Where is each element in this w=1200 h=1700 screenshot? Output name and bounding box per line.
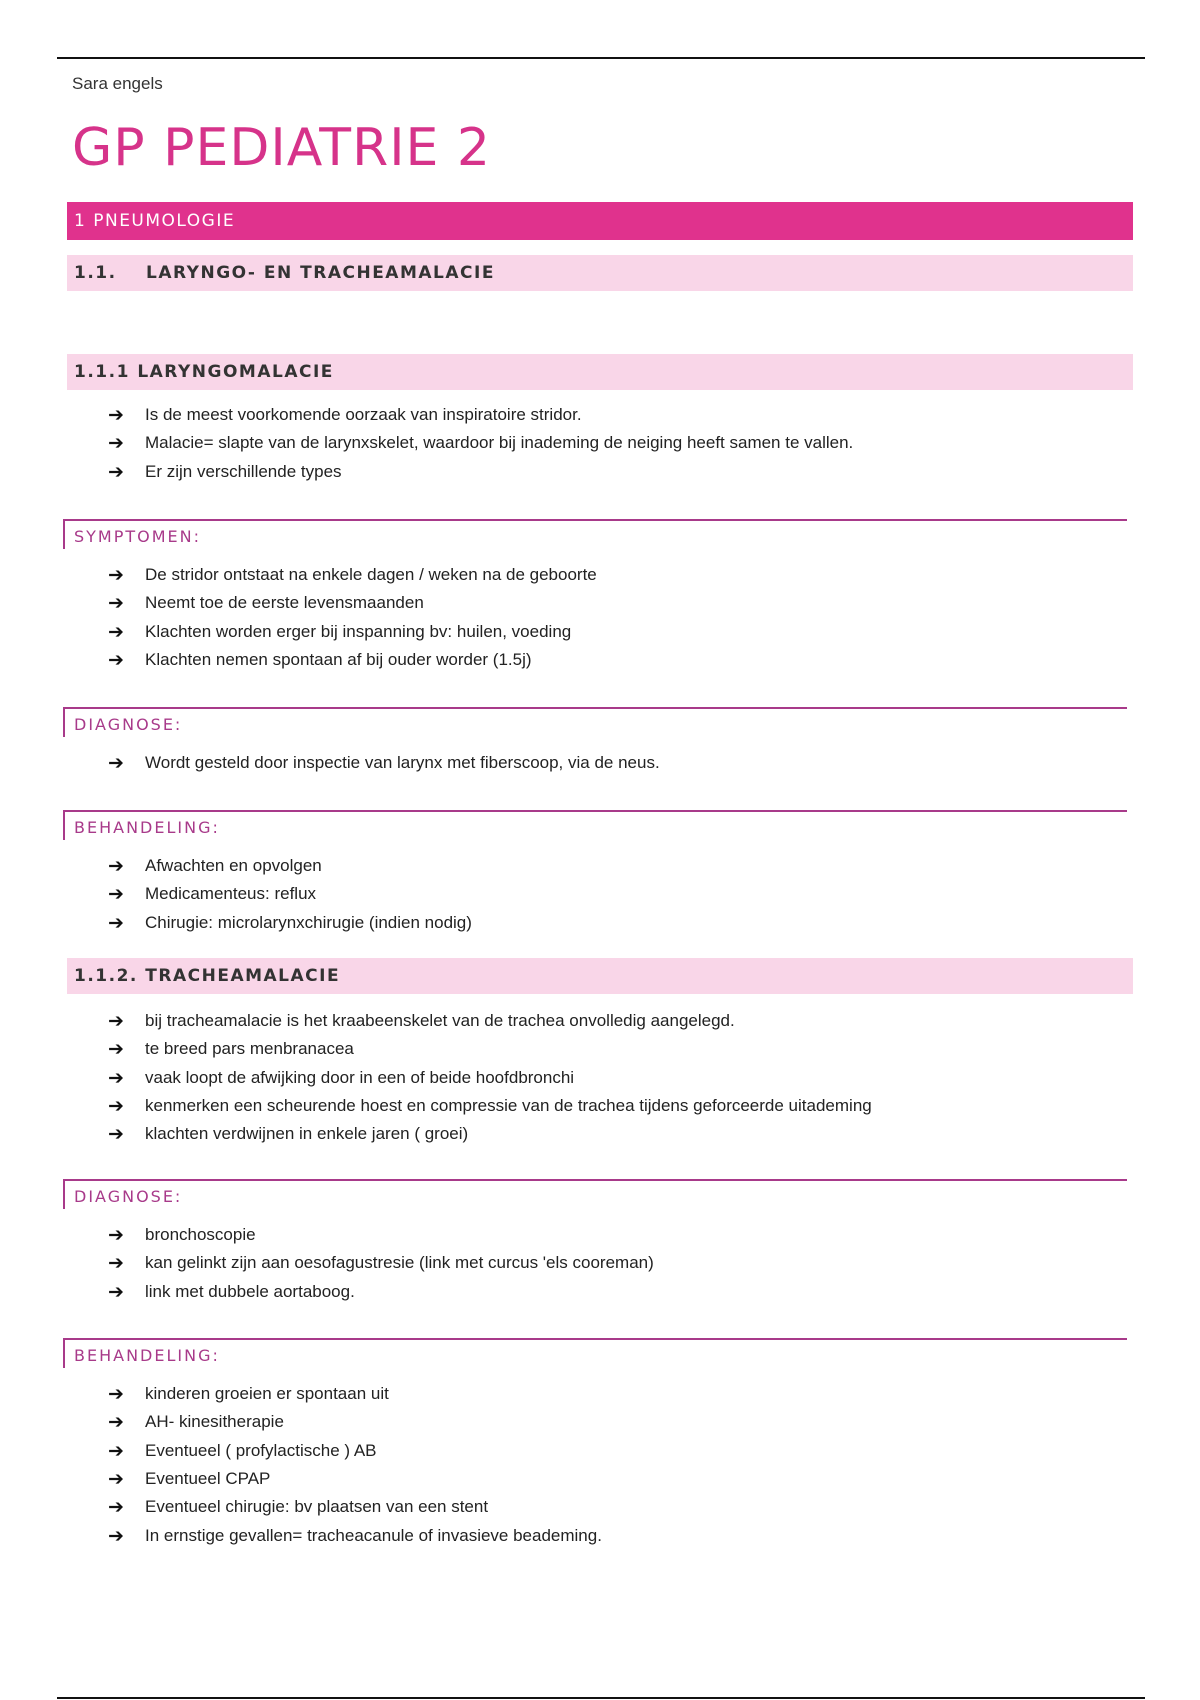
list-item: ➔ Er zijn verschillende types — [108, 460, 342, 483]
list-item: ➔ Klachten worden erger bij inspanning bv: huilen, voeding — [108, 620, 572, 643]
arrow-bullet-icon: ➔ — [108, 1010, 124, 1033]
list-item: ➔ kinderen groeien er spontaan uit — [108, 1383, 389, 1406]
arrow-bullet-icon: ➔ — [108, 1524, 124, 1547]
arrow-bullet-icon: ➔ — [108, 564, 124, 587]
list-item: ➔ Klachten nemen spontaan af bij ouder worder (1.5j) — [108, 649, 532, 672]
list-item: ➔ bij tracheamalacie is het kraabeenskelet van de trachea onvolledig aangelegd. — [108, 1010, 735, 1033]
arrow-bullet-icon: ➔ — [108, 1123, 124, 1146]
behandeling-heading-laryngo: BEHANDELING: — [63, 810, 1127, 840]
list-item: ➔ Eventueel chirugie: bv plaatsen van een stent — [108, 1496, 489, 1519]
arrow-bullet-icon: ➔ — [108, 911, 124, 934]
arrow-bullet-icon: ➔ — [108, 855, 124, 878]
list-item: ➔ Medicamenteus: reflux — [108, 883, 317, 906]
list-item: ➔ Malacie= slapte van de larynxskelet, waardoor bij inademing de neiging heeft samen te vallen. — [108, 432, 854, 455]
diagnose-list-trachea — [108, 1221, 654, 1306]
list-item: ➔ Eventueel CPAP — [108, 1468, 271, 1491]
list-item: ➔ Afwachten en opvolgen — [108, 855, 322, 878]
section-title: LARYNGO- EN TRACHEAMALACIE — [146, 263, 495, 283]
arrow-bullet-icon: ➔ — [108, 1496, 124, 1519]
arrow-bullet-icon: ➔ — [108, 1038, 124, 1061]
list-item: ➔ kan gelinkt zijn aan oesofagustresie (link met curcus 'els cooreman) — [108, 1252, 654, 1275]
symptomen-heading: SYMPTOMEN: — [63, 519, 1127, 549]
list-item: ➔ De stridor ontstaat na enkele dagen / weken na de geboorte — [108, 564, 597, 587]
list-item: ➔ vaak loopt de afwijking door in een of beide hoofdbronchi — [108, 1066, 575, 1089]
list-item: ➔ Is de meest voorkomende oorzaak van inspiratoire stridor. — [108, 404, 582, 427]
section-heading — [67, 255, 1133, 291]
list-item: ➔ Wordt gesteld door inspectie van larynx met fiberscoop, via de neus. — [108, 752, 660, 775]
document-title: GP PEDIATRIE 2 — [72, 118, 492, 178]
list-item: ➔ Chirugie: microlarynxchirugie (indien nodig) — [108, 911, 472, 934]
arrow-bullet-icon: ➔ — [108, 1066, 124, 1089]
arrow-bullet-icon: ➔ — [108, 1411, 124, 1434]
page-top-rule — [57, 57, 1145, 59]
list-item: ➔ bronchoscopie — [108, 1224, 256, 1247]
arrow-bullet-icon: ➔ — [108, 620, 124, 643]
arrow-bullet-icon: ➔ — [108, 592, 124, 615]
arrow-bullet-icon: ➔ — [108, 1252, 124, 1275]
arrow-bullet-icon: ➔ — [108, 1224, 124, 1247]
diagnose-heading-trachea: DIAGNOSE: — [63, 1179, 1127, 1209]
arrow-bullet-icon: ➔ — [108, 1383, 124, 1406]
tracheamalacie-list — [108, 1007, 872, 1148]
arrow-bullet-icon: ➔ — [108, 649, 124, 672]
subsection-heading-laryngomalacie: 1.1.1 LARYNGOMALACIE — [67, 354, 1133, 390]
arrow-bullet-icon: ➔ — [108, 1468, 124, 1491]
laryngomalacie-list — [108, 401, 853, 486]
list-item: ➔ AH- kinesitherapie — [108, 1411, 284, 1434]
subsection-heading-tracheamalacie: 1.1.2. TRACHEAMALACIE — [67, 958, 1133, 994]
arrow-bullet-icon: ➔ — [108, 1095, 124, 1118]
behandeling-list-trachea — [108, 1380, 602, 1550]
list-item: ➔ Neemt toe de eerste levensmaanden — [108, 592, 424, 615]
arrow-bullet-icon: ➔ — [108, 460, 124, 483]
diagnose-heading-laryngo: DIAGNOSE: — [63, 707, 1127, 737]
list-item: ➔ kenmerken een scheurende hoest en compressie van de trachea tijdens geforceerde uitademing — [108, 1095, 872, 1118]
list-item: ➔ link met dubbele aortaboog. — [108, 1280, 355, 1303]
list-item: ➔ te breed pars menbranacea — [108, 1038, 354, 1061]
arrow-bullet-icon: ➔ — [108, 1439, 124, 1462]
symptomen-list — [108, 561, 597, 674]
list-item: ➔ klachten verdwijnen in enkele jaren ( groei) — [108, 1123, 469, 1146]
page-bottom-rule — [57, 1697, 1145, 1699]
arrow-bullet-icon: ➔ — [108, 1280, 124, 1303]
arrow-bullet-icon: ➔ — [108, 752, 124, 775]
section-number: 1.1. — [74, 263, 117, 283]
diagnose-list-laryngo — [108, 749, 660, 777]
author-name: Sara engels — [72, 74, 163, 93]
arrow-bullet-icon: ➔ — [108, 883, 124, 906]
behandeling-heading-trachea: BEHANDELING: — [63, 1338, 1127, 1368]
arrow-bullet-icon: ➔ — [108, 404, 124, 427]
arrow-bullet-icon: ➔ — [108, 432, 124, 455]
list-item: ➔ Eventueel ( profylactische ) AB — [108, 1439, 377, 1462]
behandeling-list-laryngo — [108, 852, 472, 937]
list-item: ➔ In ernstige gevallen= tracheacanule of invasieve beademing. — [108, 1524, 602, 1547]
chapter-heading: 1 PNEUMOLOGIE — [67, 202, 1133, 240]
